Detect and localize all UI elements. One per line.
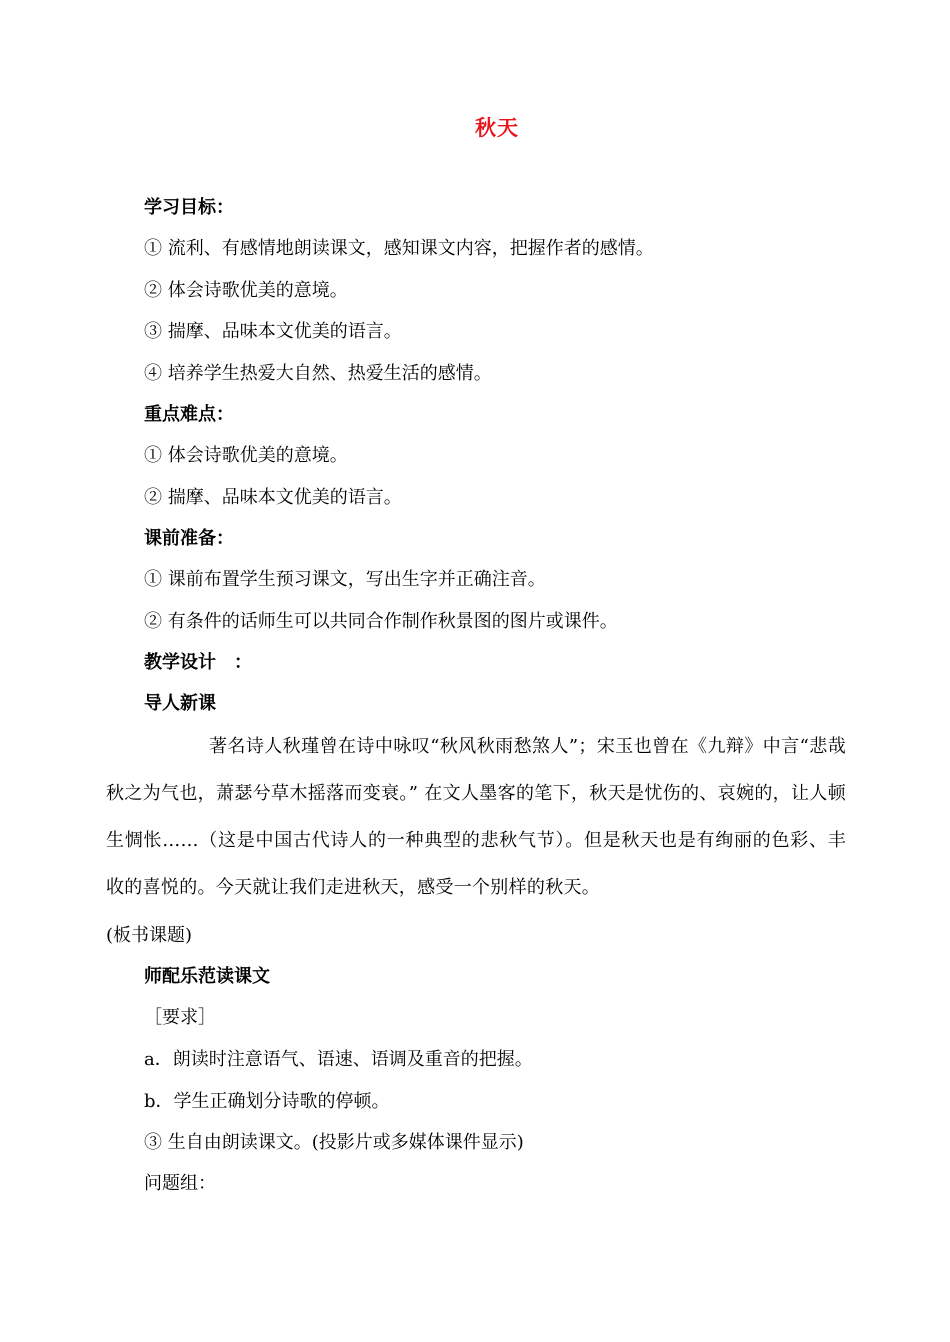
document-title: 秋天 <box>475 116 519 140</box>
requirement-item-2: b．学生正确划分诗歌的停顿。 <box>144 1091 390 1112</box>
design-heading: 教学设计 ： <box>144 652 252 673</box>
intro-heading: 导人新课 <box>144 693 216 714</box>
preparation-item-1: ① 课前布置学生预习课文，写出生字并正确注音。 <box>144 569 546 590</box>
intro-note: (板书课题) <box>106 925 193 946</box>
key-point-item-1: ① 体会诗歌优美的意境。 <box>144 445 348 466</box>
intro-paragraph: 著名诗人秋瑾曾在诗中咏叹“秋风秋雨愁煞人”；宋玉也曾在《九辩》中言“悲哉秋之为气也，萧瑟兮草木摇落而变衰。” 在文人墨客的笔下，秋天是忧伤的、哀婉的，让人顿生惆怅……（这是中国古代诗人的一种典型的悲秋气节）。但是秋天也是有绚丽的色彩、丰收的喜悦的。今天就让我们走进秋天，感受一个别样的秋天。 <box>106 736 846 898</box>
goal-item-1: ① 流利、有感情地朗读课文，感知课文内容，把握作者的感情。 <box>144 238 654 259</box>
goal-item-4: ④ 培养学生热爱大自然、热爱生活的感情。 <box>144 363 492 384</box>
key-point-item-2: ② 揣摩、品味本文优美的语言。 <box>144 487 402 508</box>
preparation-item-2: ② 有条件的话师生可以共同合作制作秋景图的图片或课件。 <box>144 611 618 632</box>
preparation-heading: 课前准备： <box>144 528 234 549</box>
goal-item-3: ③ 揣摩、品味本文优美的语言。 <box>144 321 402 342</box>
questions-label: 问题组： <box>144 1173 216 1194</box>
key-points-heading: 重点难点： <box>144 404 234 425</box>
requirement-item-3: ③ 生自由朗读课文。(投影片或多媒体课件显示) <box>144 1132 524 1153</box>
requirement-item-1: a．朗读时注意语气、语速、语调及重音的把握。 <box>144 1049 533 1070</box>
requirement-label: ［要求］ <box>144 1007 216 1028</box>
reading-heading: 师配乐范读课文 <box>144 966 270 987</box>
goals-heading: 学习目标： <box>144 197 234 218</box>
goal-item-2: ② 体会诗歌优美的意境。 <box>144 280 348 301</box>
